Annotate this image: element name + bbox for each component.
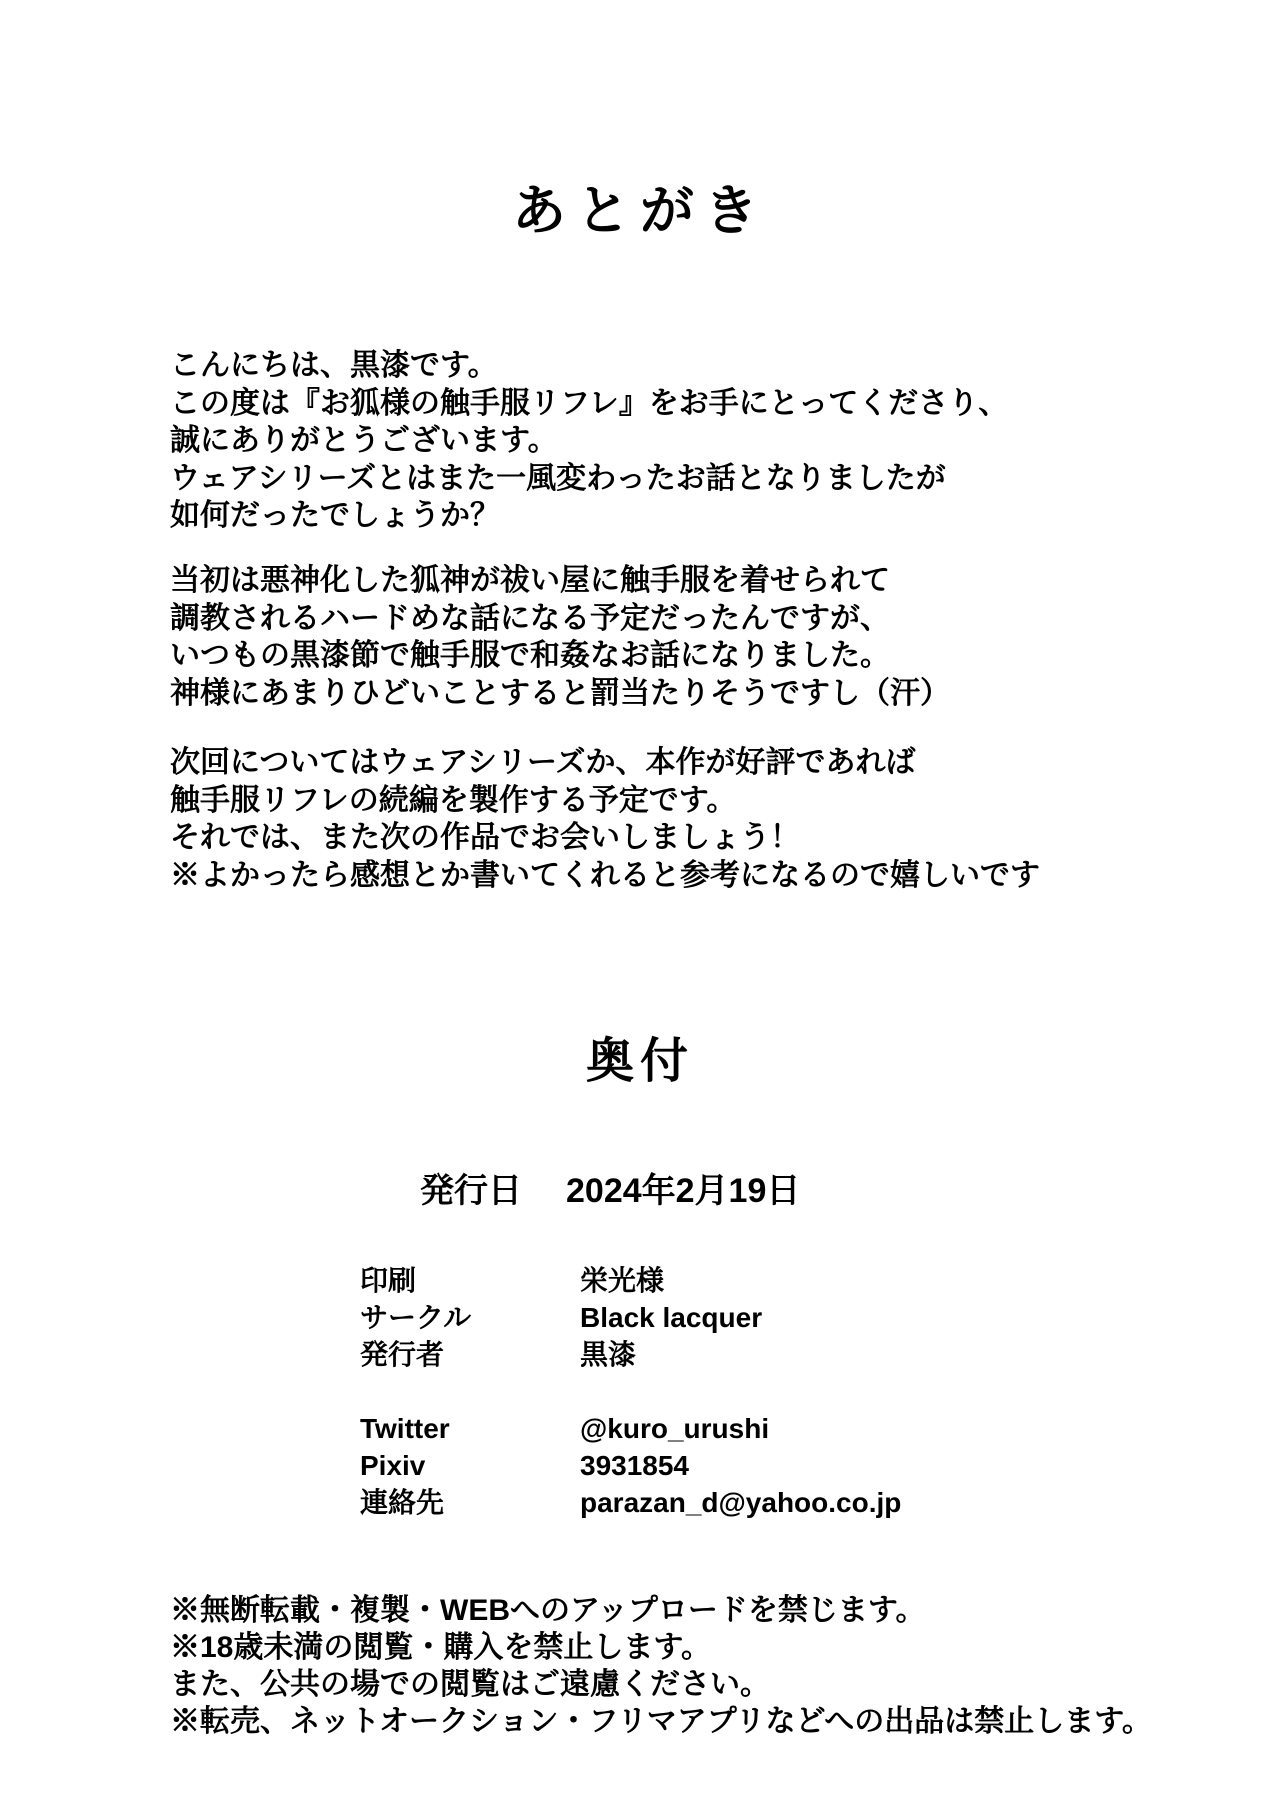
notice-line: ※18歳未満の閲覧・購入を禁止します。 — [170, 1631, 711, 1664]
text-line: 誠にありがとうございます。 — [170, 423, 558, 458]
text-line: 当初は悪神化した狐神が祓い屋に触手服を着せられて — [170, 563, 890, 598]
text-line: 次回についてはウェアシリーズか、本作が好評であれば — [170, 745, 916, 780]
table-row-contact-email — [360, 1484, 901, 1521]
legal-notices — [170, 1592, 1152, 1740]
table-row-publisher — [360, 1336, 901, 1373]
text-line: 調教されるハードめな話になる予定だったんですが、 — [170, 600, 890, 636]
row-label: 連絡先 — [360, 1487, 445, 1518]
table-row-twitter — [360, 1410, 901, 1447]
spacer — [360, 1373, 901, 1410]
row-label: Twitter — [360, 1413, 450, 1444]
row-value: parazan_d@yahoo.co.jp — [580, 1487, 902, 1518]
text-line: ※よかったら感想とか書いてくれると参考になるので嬉しいです — [170, 857, 1040, 893]
text-line: こんにちは、黒漆です。 — [170, 348, 498, 383]
row-value: 黒漆 — [580, 1339, 637, 1370]
row-label: Pixiv — [360, 1450, 426, 1481]
table-row-pixiv — [360, 1447, 901, 1484]
issue-date-value: 2024年2月19日 — [566, 1172, 801, 1210]
row-value: Black lacquer — [580, 1302, 763, 1333]
row-value: 3931854 — [580, 1450, 690, 1481]
row-value: @kuro_urushi — [580, 1413, 770, 1444]
notice-line: ※転売、ネットオークション・フリマアプリなどへの出品は禁止します。 — [170, 1705, 1152, 1738]
text-line: 如何だったでしょうか？ — [170, 498, 500, 533]
text-line: それでは、また次の作品でお会いしましょう！ — [170, 820, 800, 855]
text-line: いつもの黒漆節で触手服で和姦なお話になりました。 — [170, 638, 890, 673]
colophon-title: 奥付 — [585, 1035, 694, 1088]
text-line: この度は『お狐様の触手服リフレ』をお手にとってくださり、 — [170, 385, 1009, 421]
issue-date-row — [420, 1163, 800, 1212]
text-line: 触手服リフレの続編を製作する予定です。 — [170, 782, 737, 818]
row-label: 印刷 — [360, 1265, 417, 1296]
afterword-title: あとがき — [512, 178, 768, 242]
afterword-paragraph-greeting — [170, 347, 1008, 535]
issue-date-label: 発行日 — [420, 1172, 522, 1210]
row-label: サークル — [360, 1302, 472, 1333]
notice-line: ※無断転載・複製・WEBへのアップロードを禁じます。 — [170, 1594, 926, 1627]
table-row-printer — [360, 1262, 901, 1299]
notice-line: また、公共の場での閲覧はご遠慮ください。 — [170, 1668, 770, 1701]
afterword-paragraph-next-work — [170, 744, 1040, 894]
colophon-info-table — [360, 1262, 901, 1521]
row-value: 栄光様 — [580, 1265, 665, 1296]
afterword-paragraph-story-notes — [170, 562, 950, 712]
table-row-circle — [360, 1299, 901, 1336]
text-line: ウェアシリーズとはまた一風変わったお話となりましたが — [170, 460, 946, 496]
row-label: 発行者 — [360, 1339, 445, 1370]
text-line: 神様にあまりひどいことすると罰当たりそうですし（汗） — [170, 675, 950, 711]
